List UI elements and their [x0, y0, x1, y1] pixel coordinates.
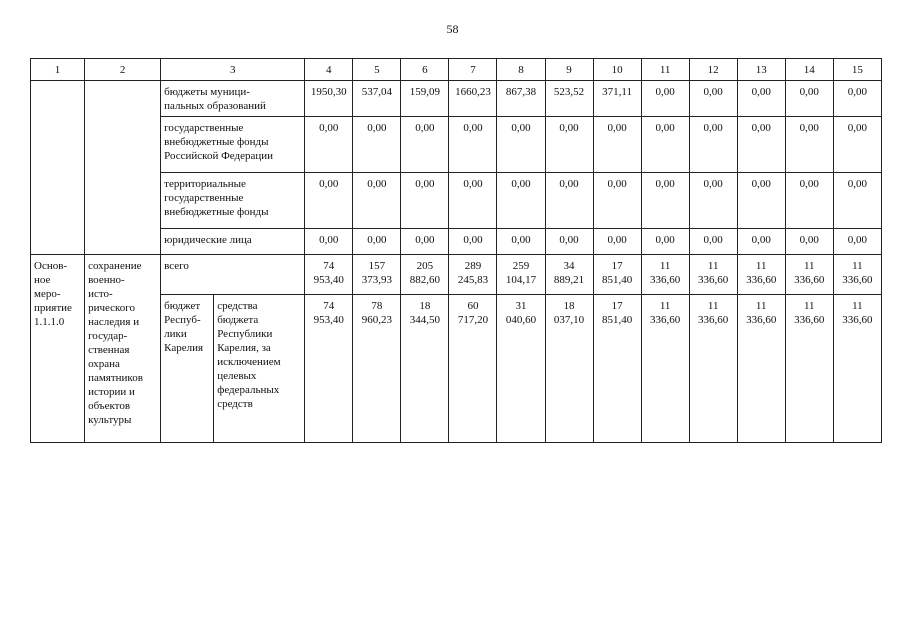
value-cell: 0,00: [641, 117, 689, 173]
value-cell: 0,00: [545, 229, 593, 255]
value-cell: 0,00: [785, 229, 833, 255]
value-cell: 60 717,20: [449, 295, 497, 443]
value-cell: 289 245,83: [449, 255, 497, 295]
value-cell: 0,00: [353, 173, 401, 229]
column-header-6: 6: [401, 59, 449, 81]
value-cell: 159,09: [401, 81, 449, 117]
value-cell: 0,00: [641, 81, 689, 117]
value-cell: 74 953,40: [305, 295, 353, 443]
value-cell: 0,00: [689, 81, 737, 117]
column-header-15: 15: [833, 59, 881, 81]
budget-name: бюджет Респуб- лики Карелия: [161, 295, 214, 443]
value-cell: 0,00: [641, 173, 689, 229]
value-cell: 0,00: [785, 81, 833, 117]
value-cell: 867,38: [497, 81, 545, 117]
value-cell: 0,00: [305, 173, 353, 229]
value-cell: 0,00: [689, 173, 737, 229]
value-cell: 11 336,60: [833, 255, 881, 295]
column-header-10: 10: [593, 59, 641, 81]
value-cell: 259 104,17: [497, 255, 545, 295]
value-cell: 17 851,40: [593, 295, 641, 443]
value-cell: 0,00: [641, 229, 689, 255]
value-cell: 0,00: [785, 173, 833, 229]
measure-name: сохранение военно- исто- рического наследия и государ- ственная охрана памятников истории и объектов культуры: [85, 255, 161, 443]
page-number: 58: [446, 22, 459, 36]
value-cell: 0,00: [737, 173, 785, 229]
table-body: [31, 59, 882, 443]
value-cell: 0,00: [545, 173, 593, 229]
column-header-4: 4: [305, 59, 353, 81]
value-cell: 1950,30: [305, 81, 353, 117]
empty-cell: [85, 81, 161, 255]
value-cell: 18 037,10: [545, 295, 593, 443]
funding-source: средства бюджета Республики Карелия, за исключением целевых федеральных средств: [214, 295, 305, 443]
value-cell: 11 336,60: [737, 255, 785, 295]
value-cell: 11 336,60: [737, 295, 785, 443]
value-cell: 11 336,60: [689, 255, 737, 295]
column-header-7: 7: [449, 59, 497, 81]
column-header-5: 5: [353, 59, 401, 81]
value-cell: 0,00: [689, 117, 737, 173]
value-cell: 0,00: [305, 229, 353, 255]
value-cell: 78 960,23: [353, 295, 401, 443]
value-cell: 0,00: [449, 173, 497, 229]
value-cell: 11 336,60: [785, 255, 833, 295]
table-row: [31, 255, 882, 295]
value-cell: 157 373,93: [353, 255, 401, 295]
value-cell: 523,52: [545, 81, 593, 117]
value-cell: 34 889,21: [545, 255, 593, 295]
value-cell: 0,00: [737, 81, 785, 117]
value-cell: 0,00: [353, 117, 401, 173]
value-cell: 18 344,50: [401, 295, 449, 443]
value-cell: 0,00: [785, 117, 833, 173]
funding-source: юридические лица: [161, 229, 305, 255]
funding-source: государственные внебюджетные фонды Российской Федерации: [161, 117, 305, 173]
value-cell: 31 040,60: [497, 295, 545, 443]
value-cell: 0,00: [833, 117, 881, 173]
funding-source: бюджеты муници- пальных образований: [161, 81, 305, 117]
value-cell: 0,00: [353, 229, 401, 255]
value-cell: 0,00: [833, 229, 881, 255]
value-cell: 0,00: [545, 117, 593, 173]
column-header-8: 8: [497, 59, 545, 81]
value-cell: 11 336,60: [689, 295, 737, 443]
value-cell: 11 336,60: [785, 295, 833, 443]
value-cell: 0,00: [833, 81, 881, 117]
column-header-2: 2: [85, 59, 161, 81]
column-header-14: 14: [785, 59, 833, 81]
value-cell: 0,00: [593, 229, 641, 255]
value-cell: 0,00: [689, 229, 737, 255]
budget-table: [30, 58, 882, 443]
value-cell: 205 882,60: [401, 255, 449, 295]
value-cell: 0,00: [497, 173, 545, 229]
value-cell: 0,00: [497, 117, 545, 173]
value-cell: 74 953,40: [305, 255, 353, 295]
value-cell: 371,11: [593, 81, 641, 117]
column-header-11: 11: [641, 59, 689, 81]
value-cell: 11 336,60: [641, 255, 689, 295]
value-cell: 0,00: [401, 229, 449, 255]
value-cell: 0,00: [737, 117, 785, 173]
value-cell: 11 336,60: [641, 295, 689, 443]
table-row: [31, 81, 882, 117]
value-cell: 17 851,40: [593, 255, 641, 295]
value-cell: 0,00: [737, 229, 785, 255]
value-cell: 0,00: [401, 173, 449, 229]
total-label: всего: [161, 255, 305, 295]
value-cell: 1660,23: [449, 81, 497, 117]
value-cell: 0,00: [449, 229, 497, 255]
value-cell: 0,00: [593, 117, 641, 173]
empty-cell: [31, 81, 85, 255]
value-cell: 0,00: [305, 117, 353, 173]
value-cell: 0,00: [449, 117, 497, 173]
column-header-1: 1: [31, 59, 85, 81]
value-cell: 11 336,60: [833, 295, 881, 443]
value-cell: 537,04: [353, 81, 401, 117]
value-cell: 0,00: [401, 117, 449, 173]
measure-code: Основ- ное меро- приятие 1.1.1.0: [31, 255, 85, 443]
header-row: [31, 59, 882, 81]
column-header-3: 3: [161, 59, 305, 81]
column-header-13: 13: [737, 59, 785, 81]
value-cell: 0,00: [833, 173, 881, 229]
value-cell: 0,00: [497, 229, 545, 255]
column-header-12: 12: [689, 59, 737, 81]
column-header-9: 9: [545, 59, 593, 81]
funding-source: территориальные государственные внебюджетные фонды: [161, 173, 305, 229]
value-cell: 0,00: [593, 173, 641, 229]
